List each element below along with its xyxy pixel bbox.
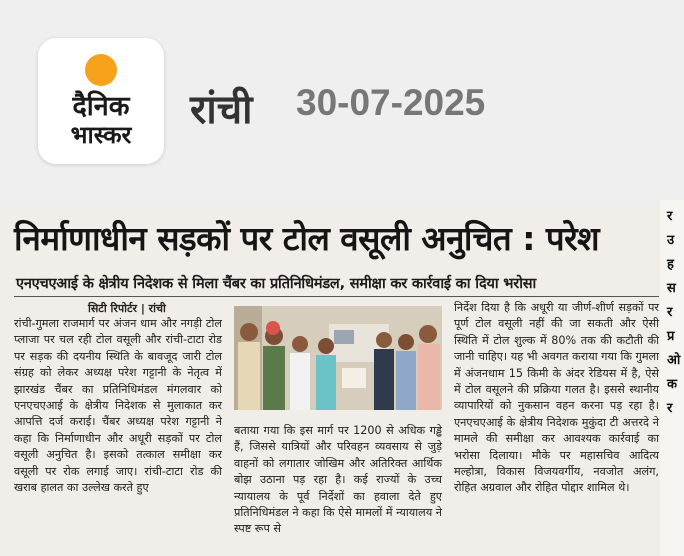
column-1-text: रांची-गुमला राजमार्ग पर अंजन धाम और नगड़ी टोल प्लाजा पर चल रही टोल वसूली और रांची-टाटा रोड पर सड़क की दयनीय स्थिति के बावजूद जारी टोल संग्रह को लेकर अध्यक्ष परेश गट्टानी के नेतृत्व में झारखंड चैंबर का प्रतिनिधिमंडल मंगलवार को एनएचएआई के क्षेत्रीय निदेशक से मुलाकात कर आपत्ति दर्ज कराई। चैंबर अध्यक्ष परेश गट्टानी ने कहा कि निर्माणाधीन और अधूरी सड़कों पर टोल वसूली अनुचित है। इसको तत्काल समीक्षा कर वसूली पर रोक लगाई जाए। रांची-टाटा रोड की खराब हालत का उल्लेख करते हुए	[14, 317, 222, 495]
adjacent-glyph: र	[667, 305, 673, 320]
article-column-3	[454, 300, 659, 497]
article-column-2	[234, 423, 442, 538]
adjacent-article-strip	[660, 200, 684, 556]
adjacent-glyph: र	[667, 401, 673, 416]
article-subheadline: एनएचएआई के क्षेत्रीय निदेशक से मिला चैंबर का प्रतिनिधिमंडल, समीक्षा कर कार्रवाई का दिया भरोसा	[16, 276, 537, 292]
adjacent-glyph: ओ	[667, 353, 681, 368]
article-column-1	[14, 316, 222, 496]
delegation-photo-illustration	[234, 306, 442, 410]
column-2-text: बताया गया कि इस मार्ग पर 1200 से अधिक गड्ढे हैं, जिससे यात्रियों और परिवहन व्यवसाय से जुड़े वाहनों को लगातार जोखिम और अतिरिक्त आर्थिक बोझ उठाना पड़ रहा है। कई राज्यों के उच्च न्यायालय के पूर्व निर्देशों का हवाला देते हुए प्रतिनिधिमंडल ने कहा कि ऐसे मामलों में न्यायालय ने स्पष्ट रूप से	[234, 424, 442, 536]
adjacent-glyph: क	[667, 377, 677, 392]
adjacent-glyph: ह	[667, 257, 674, 272]
dainik-bhaskar-logo	[38, 38, 164, 164]
edition-date: 30-07-2025	[296, 82, 486, 123]
page-header	[0, 0, 684, 200]
adjacent-glyph: स	[667, 281, 676, 296]
adjacent-glyph: प्र	[667, 329, 675, 344]
logo-text-line2: भास्कर	[70, 121, 132, 149]
headline-divider	[14, 296, 659, 297]
article-headline: निर्माणाधीन सड़कों पर टोल वसूली अनुचित : परेश	[14, 219, 600, 258]
delegation-photo	[234, 306, 442, 410]
edition-city: रांची	[190, 87, 253, 133]
adjacent-glyph: र	[667, 209, 673, 224]
sun-icon	[85, 54, 117, 86]
adjacent-glyph: उ	[667, 233, 675, 248]
column-3-text: निर्देश दिया है कि अधूरी या जीर्ण-शीर्ण सड़कों पर पूर्ण टोल वसूली नहीं की जा सकती और ऐसी स्थिति में टोल शुल्क में 80% तक की कटौती की जानी चाहिए। यह भी अवगत कराया गया कि गुमला में अंजनधाम 15 किमी के अंदर रेडियस में है, ऐसे में टोल वसूलने की प्रक्रिया गलत है। इससे स्थानीय व्यापारियों को नुकसान वहन करना पड़ रहा है। एनएचएआई के क्षेत्रीय निदेशक मुकुंदा टी अत्तरदे ने मामले की समीक्षा कर आवश्यक कार्रवाई का भरोसा दिलाया। मौके पर महासचिव आदित्य मल्होत्रा, विकास विजयवर्गीय, नवजोत अलंग, रोहित अग्रवाल और रोहित पोद्दार शामिल थे।	[454, 301, 659, 495]
logo-text-line1: दैनिक	[72, 91, 130, 122]
article-byline: सिटी रिपोर्टर | रांची	[88, 302, 166, 315]
